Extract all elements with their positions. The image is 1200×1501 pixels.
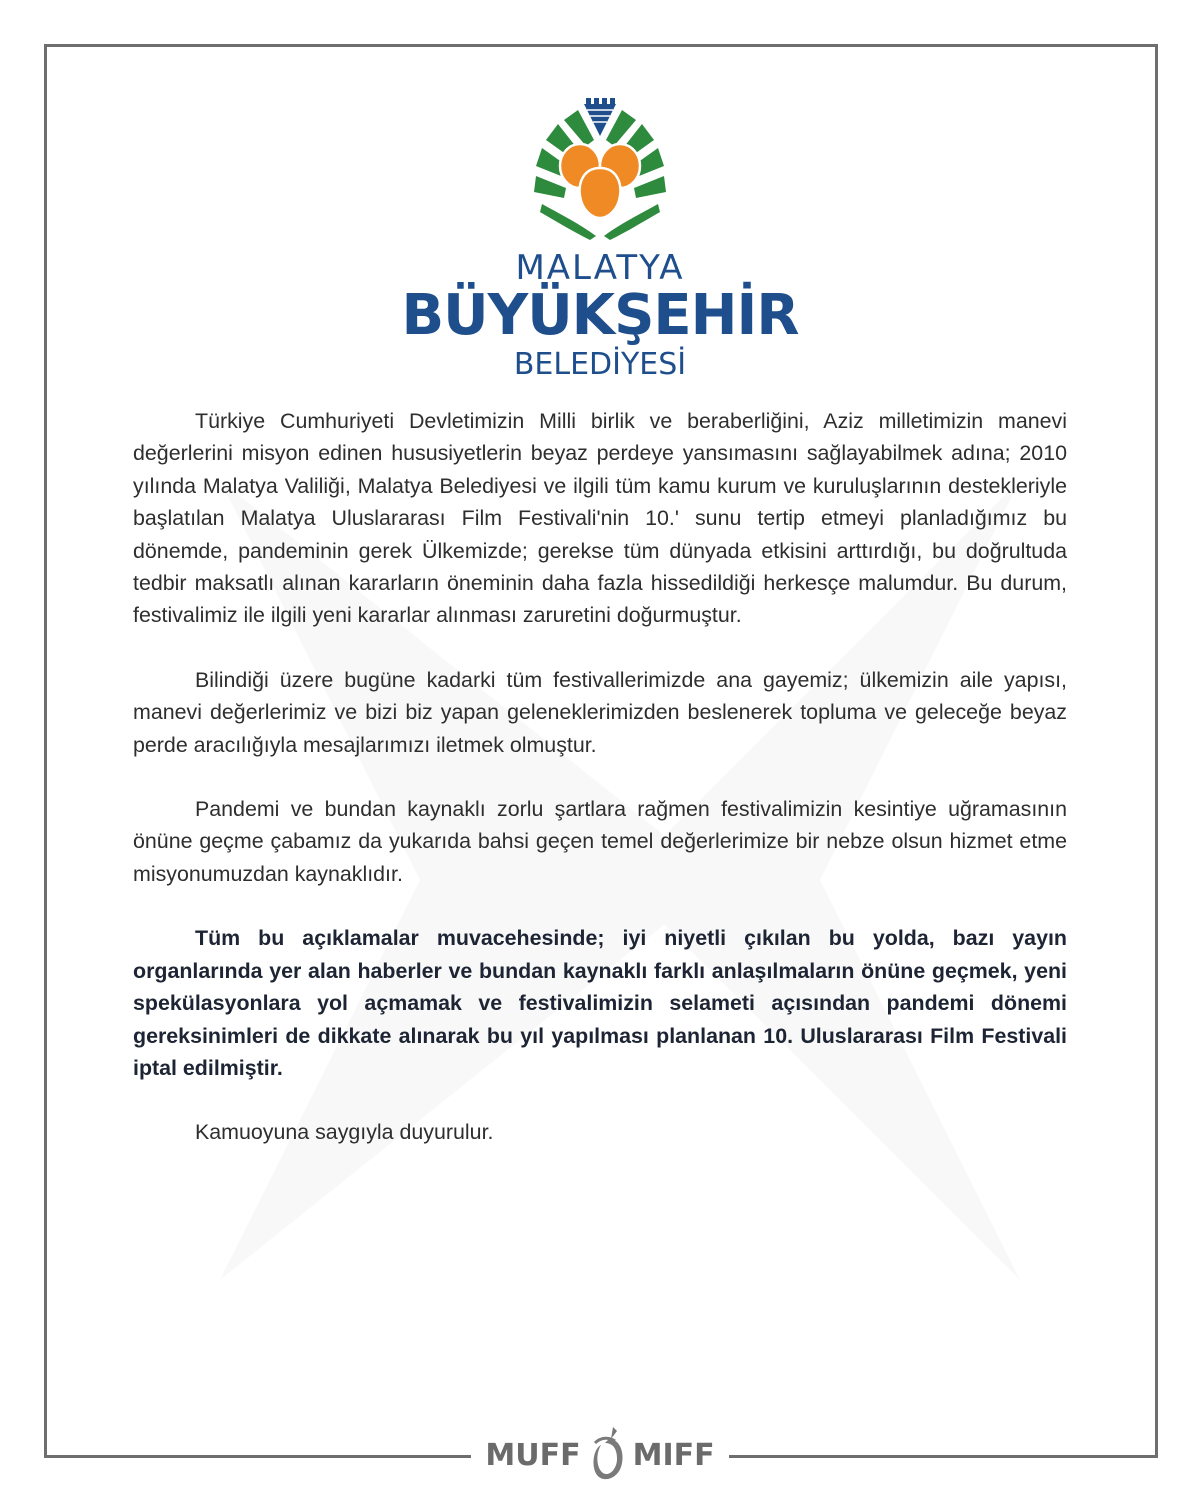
apricot-festival-icon xyxy=(587,1425,627,1485)
festival-footer-logo xyxy=(0,1420,1200,1490)
footer-label-muff: MUFF xyxy=(485,1437,581,1473)
paragraph-2: Bilindiği üzere bugüne kadarki tüm festivallerimizde ana gayemiz; ülkemizin aile yapısı, manevi değerlerimiz ve bizi biz yapan geleneklerimizden beslenerek topluma ve geleceğe beyaz perde aracılığıyla mesajlarımızı iletmek olmuştur. xyxy=(133,667,1067,757)
closing-line: Kamuoyuna saygıyla duyurulur. xyxy=(195,1120,494,1145)
paragraph-3: Pandemi ve bundan kaynaklı zorlu şartlara rağmen festivalimizin kesintiye uğramasının önüne geçme çabamız da yukarıda bahsi geçen temel değerlerimize bir nebze olsun hizmet etme misyonumuzdan kaynaklıdır. xyxy=(133,797,1067,886)
brand-municipality-label: BELEDİYESİ xyxy=(513,347,687,382)
footer-label-miff: MIFF xyxy=(632,1437,715,1473)
municipality-logo xyxy=(0,96,1200,384)
paragraph-cancellation-notice: Tüm bu açıklamalar muvacehesinde; iyi niyetli çıkılan bu yolda, bazı yayın organlarında yer alan haberler ve bundan kaynaklı farklı anlaşılmaların önüne geçmek, yeni spekülasyonlara yol açmamak ve festivalimizin selameti açısından pandemi dönemi gereksinimleri de dikkate alınarak bu yıl yapılması planlanan 10. Uluslararası Film Festivali iptal edilmiştir. xyxy=(133,926,1067,1080)
brand-city-name: MALATYA xyxy=(515,248,685,288)
paragraph-1: Türkiye Cumhuriyeti Devletimizin Milli birlik ve beraberliğini, Aziz milletimizin manevi değerlerini misyon edinen hususiyetlerin beyaz perdeye yansımasını sağlayabilmek adına; 2010 yılında Malatya Valiliği, Malatya Belediyesi ve ilgili tüm kamu kurum ve kuruluşlarının destekleriyle başlatılan Malatya Uluslararası Film Festivali'nin 10.' sunu tertip etmeyi planladığımız bu dönemde, pandeminin gerek Ülkemizde; gerekse tüm dünyada etkisini arttırdığı, bu doğrultuda tedbir maksatlı alınan kararların öneminin daha fazla hissedildiği herkesçe malumdur. Bu durum, festivalimiz ile ilgili yeni kararlar alınması zaruretini doğurmuştur. xyxy=(133,409,1067,628)
brand-municipality-type: BÜYÜKŞEHİR xyxy=(401,283,799,348)
announcement-body xyxy=(133,405,1067,1181)
malatya-emblem-icon xyxy=(520,96,680,242)
